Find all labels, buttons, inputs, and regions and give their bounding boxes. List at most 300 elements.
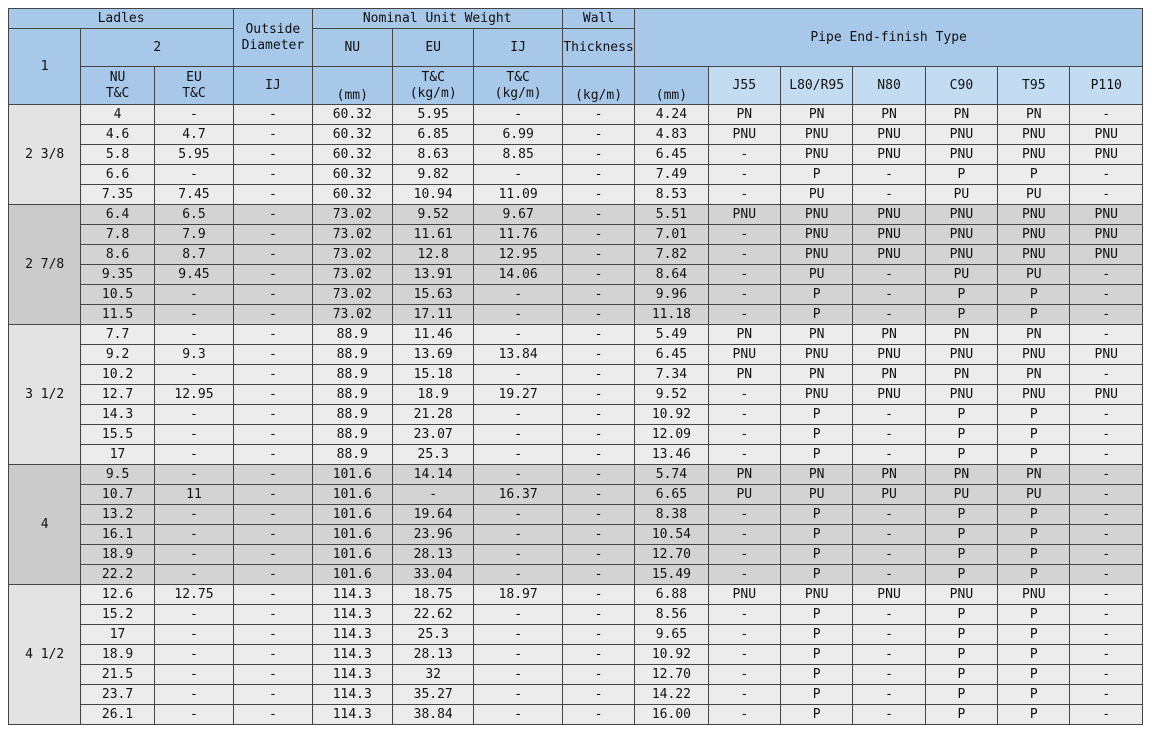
table-cell: - — [1070, 685, 1143, 705]
table-cell: 9.65 — [635, 625, 708, 645]
table-cell: - — [853, 445, 925, 465]
table-cell: 12.75 — [154, 585, 233, 605]
table-cell: 5.8 — [81, 145, 154, 165]
table-cell: PNU — [780, 245, 852, 265]
table-cell: PNU — [780, 145, 852, 165]
table-cell: 114.3 — [312, 665, 392, 685]
tubing-spec-table — [8, 8, 1143, 725]
table-cell: P — [925, 425, 997, 445]
header-eu-unit: T&C (kg/m) — [474, 67, 562, 105]
table-cell: - — [853, 645, 925, 665]
table-cell: 73.02 — [312, 205, 392, 225]
table-cell: 9.5 — [81, 465, 154, 485]
table-cell: 12.8 — [392, 245, 473, 265]
table-cell: 23.7 — [81, 685, 154, 705]
table-cell: - — [474, 445, 562, 465]
table-cell: PNU — [853, 585, 925, 605]
table-cell: - — [853, 565, 925, 585]
table-cell: PU — [998, 265, 1070, 285]
table-cell: - — [708, 425, 780, 445]
table-row — [9, 685, 1143, 705]
table-cell: PNU — [1070, 385, 1143, 405]
table-cell: - — [474, 665, 562, 685]
table-cell: - — [562, 305, 634, 325]
table-cell: PNU — [780, 585, 852, 605]
table-cell: - — [154, 165, 233, 185]
table-cell: P — [925, 705, 997, 725]
table-cell: 4.24 — [635, 105, 708, 125]
table-cell: - — [474, 105, 562, 125]
table-row — [9, 425, 1143, 445]
table-cell: 9.82 — [392, 165, 473, 185]
table-cell: P — [925, 685, 997, 705]
table-cell: - — [853, 505, 925, 525]
table-cell: PU — [780, 485, 852, 505]
table-cell: - — [1070, 565, 1143, 585]
table-cell: P — [998, 625, 1070, 645]
table-cell: - — [853, 265, 925, 285]
table-cell: - — [562, 105, 634, 125]
table-cell: 14.22 — [635, 685, 708, 705]
table-cell: - — [708, 245, 780, 265]
table-cell: - — [474, 625, 562, 645]
table-cell: - — [1070, 405, 1143, 425]
table-cell: - — [708, 625, 780, 645]
table-cell: - — [562, 605, 634, 625]
table-cell: - — [1070, 485, 1143, 505]
table-cell: 8.7 — [154, 245, 233, 265]
table-cell: - — [562, 425, 634, 445]
table-row — [9, 305, 1143, 325]
table-row — [9, 405, 1143, 425]
table-cell: - — [562, 505, 634, 525]
table-cell: 8.63 — [392, 145, 473, 165]
table-cell: P — [998, 285, 1070, 305]
table-cell: - — [708, 525, 780, 545]
table-cell: - — [708, 165, 780, 185]
table-cell: PNU — [708, 585, 780, 605]
table-cell: - — [234, 465, 312, 485]
table-cell: 11.76 — [474, 225, 562, 245]
table-cell: 12.95 — [154, 385, 233, 405]
table-cell: 114.3 — [312, 645, 392, 665]
table-cell: PN — [998, 365, 1070, 385]
table-cell: PNU — [780, 125, 852, 145]
table-cell: PNU — [998, 385, 1070, 405]
table-cell: PNU — [925, 385, 997, 405]
table-row — [9, 445, 1143, 465]
table-cell: - — [154, 425, 233, 445]
table-cell: - — [474, 685, 562, 705]
table-cell: P — [780, 605, 852, 625]
table-cell: P — [780, 625, 852, 645]
table-cell: PNU — [708, 125, 780, 145]
header-nu: NU — [312, 29, 392, 67]
table-cell: - — [154, 525, 233, 545]
table-cell: - — [708, 265, 780, 285]
table-cell: - — [708, 145, 780, 165]
table-cell: - — [562, 565, 634, 585]
table-cell: PU — [925, 265, 997, 285]
table-cell: - — [1070, 445, 1143, 465]
header-eu-tc: EU T&C — [154, 67, 233, 105]
table-cell: - — [234, 445, 312, 465]
table-cell: - — [234, 385, 312, 405]
table-cell: - — [562, 145, 634, 165]
table-cell: - — [234, 585, 312, 605]
table-cell: - — [708, 225, 780, 245]
table-cell: 60.32 — [312, 145, 392, 165]
table-cell: - — [562, 665, 634, 685]
table-cell: - — [234, 705, 312, 725]
table-cell: - — [562, 545, 634, 565]
table-cell: P — [780, 525, 852, 545]
table-cell: P — [925, 625, 997, 645]
table-cell: 16.1 — [81, 525, 154, 545]
header-grade-p110: P110 — [1070, 67, 1143, 105]
table-cell: - — [708, 665, 780, 685]
table-cell: - — [474, 365, 562, 385]
table-cell: - — [234, 325, 312, 345]
header-wall: Wall — [562, 9, 634, 29]
table-cell: PNU — [780, 345, 852, 365]
header-od-unit: (mm) — [312, 67, 392, 105]
table-cell: - — [474, 465, 562, 485]
table-cell: - — [562, 325, 634, 345]
table-cell: PN — [780, 325, 852, 345]
table-cell: PNU — [708, 205, 780, 225]
table-cell: P — [780, 165, 852, 185]
header-nu-unit: T&C (kg/m) — [392, 67, 473, 105]
table-cell: 7.35 — [81, 185, 154, 205]
table-cell: - — [1070, 105, 1143, 125]
table-cell: - — [234, 145, 312, 165]
table-cell: 17.11 — [392, 305, 473, 325]
table-cell: 16.37 — [474, 485, 562, 505]
table-cell: P — [998, 645, 1070, 665]
table-cell: P — [925, 445, 997, 465]
table-cell: - — [234, 125, 312, 145]
table-cell: P — [780, 285, 852, 305]
table-cell: 14.3 — [81, 405, 154, 425]
table-cell: 7.01 — [635, 225, 708, 245]
table-cell: P — [925, 165, 997, 185]
table-cell: P — [780, 445, 852, 465]
table-cell: P — [998, 165, 1070, 185]
table-cell: PU — [925, 185, 997, 205]
table-cell: PN — [708, 365, 780, 385]
table-cell: - — [234, 185, 312, 205]
table-cell: 10.92 — [635, 405, 708, 425]
table-cell: - — [1070, 605, 1143, 625]
table-cell: 10.7 — [81, 485, 154, 505]
table-row — [9, 645, 1143, 665]
table-cell: PNU — [708, 345, 780, 365]
table-cell: 12.7 — [81, 385, 154, 405]
table-cell: PNU — [1070, 225, 1143, 245]
table-cell: 114.3 — [312, 705, 392, 725]
table-cell: 15.5 — [81, 425, 154, 445]
table-cell: - — [562, 385, 634, 405]
table-cell: 11 — [154, 485, 233, 505]
table-cell: PNU — [780, 205, 852, 225]
table-row — [9, 225, 1143, 245]
table-cell: 4.7 — [154, 125, 233, 145]
table-cell: 88.9 — [312, 325, 392, 345]
table-cell: 7.8 — [81, 225, 154, 245]
table-cell: PNU — [853, 225, 925, 245]
table-cell: 101.6 — [312, 485, 392, 505]
table-cell: 15.49 — [635, 565, 708, 585]
table-cell: PU — [708, 485, 780, 505]
table-cell: 5.49 — [635, 325, 708, 345]
table-cell: 15.63 — [392, 285, 473, 305]
header-ij-unit: (kg/m) — [562, 67, 634, 105]
table-cell: - — [562, 405, 634, 425]
table-cell: 28.13 — [392, 645, 473, 665]
table-cell: P — [998, 605, 1070, 625]
table-cell: - — [853, 165, 925, 185]
table-cell: - — [1070, 705, 1143, 725]
table-cell: - — [562, 585, 634, 605]
table-cell: - — [154, 665, 233, 685]
table-cell: 33.04 — [392, 565, 473, 585]
table-cell: PN — [708, 465, 780, 485]
table-cell: - — [1070, 645, 1143, 665]
table-cell: - — [474, 325, 562, 345]
table-cell: P — [998, 505, 1070, 525]
table-cell: PNU — [925, 205, 997, 225]
table-cell: 11.5 — [81, 305, 154, 325]
table-cell: 15.2 — [81, 605, 154, 625]
table-cell: - — [853, 425, 925, 445]
table-row — [9, 665, 1143, 685]
table-cell: 9.67 — [474, 205, 562, 225]
table-cell: PNU — [853, 125, 925, 145]
table-cell: PNU — [925, 345, 997, 365]
table-cell: - — [234, 105, 312, 125]
table-cell: 22.2 — [81, 565, 154, 585]
table-cell: P — [780, 425, 852, 445]
table-cell: 7.7 — [81, 325, 154, 345]
table-cell: - — [234, 525, 312, 545]
table-cell: PN — [998, 465, 1070, 485]
table-cell: - — [234, 545, 312, 565]
table-cell: P — [780, 705, 852, 725]
table-cell: - — [562, 625, 634, 645]
table-cell: - — [154, 285, 233, 305]
table-cell: PNU — [925, 245, 997, 265]
table-cell: - — [1070, 585, 1143, 605]
table-cell: 38.84 — [392, 705, 473, 725]
table-cell: 26.1 — [81, 705, 154, 725]
table-cell: 10.2 — [81, 365, 154, 385]
header-grade-l80-r95: L80/R95 — [780, 67, 852, 105]
table-cell: - — [234, 565, 312, 585]
table-body — [9, 105, 1143, 725]
header-outside-diameter: Outside Diameter — [234, 9, 312, 67]
table-cell: 73.02 — [312, 285, 392, 305]
table-cell: - — [234, 685, 312, 705]
table-cell: 12.09 — [635, 425, 708, 445]
table-cell: - — [234, 285, 312, 305]
header-grade-n80: N80 — [853, 67, 925, 105]
table-cell: - — [853, 525, 925, 545]
table-row — [9, 185, 1143, 205]
table-cell: - — [853, 545, 925, 565]
table-cell: - — [234, 265, 312, 285]
table-row — [9, 325, 1143, 345]
table-cell: 9.2 — [81, 345, 154, 365]
table-cell: - — [154, 545, 233, 565]
table-cell: - — [154, 625, 233, 645]
table-cell: - — [853, 185, 925, 205]
header-grade-t95: T95 — [998, 67, 1070, 105]
table-cell: P — [998, 305, 1070, 325]
table-cell: 17 — [81, 625, 154, 645]
table-cell: - — [562, 225, 634, 245]
table-cell: 18.9 — [81, 645, 154, 665]
table-cell: - — [154, 305, 233, 325]
table-cell: 5.74 — [635, 465, 708, 485]
table-cell: 13.46 — [635, 445, 708, 465]
table-cell: - — [234, 245, 312, 265]
table-cell: 101.6 — [312, 565, 392, 585]
table-cell: - — [234, 625, 312, 645]
table-cell: PNU — [998, 345, 1070, 365]
table-cell: PN — [853, 365, 925, 385]
table-cell: P — [780, 405, 852, 425]
table-cell: - — [708, 545, 780, 565]
table-cell: PN — [780, 465, 852, 485]
table-cell: 73.02 — [312, 305, 392, 325]
table-cell: PNU — [780, 225, 852, 245]
table-cell: PNU — [853, 385, 925, 405]
table-cell: 6.85 — [392, 125, 473, 145]
table-cell: - — [708, 305, 780, 325]
table-cell: 7.34 — [635, 365, 708, 385]
table-cell: PN — [853, 465, 925, 485]
table-row — [9, 205, 1143, 225]
table-cell: - — [708, 185, 780, 205]
table-cell: PN — [780, 365, 852, 385]
table-cell: PNU — [853, 205, 925, 225]
table-cell: P — [925, 285, 997, 305]
table-cell: - — [154, 365, 233, 385]
header-nu-tc: NU T&C — [81, 67, 154, 105]
table-cell: 9.52 — [635, 385, 708, 405]
table-cell: - — [708, 565, 780, 585]
table-cell: PNU — [925, 125, 997, 145]
table-cell: P — [925, 525, 997, 545]
table-row — [9, 605, 1143, 625]
table-row — [9, 285, 1143, 305]
table-cell: - — [474, 425, 562, 445]
table-cell: 8.53 — [635, 185, 708, 205]
table-cell: 88.9 — [312, 345, 392, 365]
table-cell: P — [925, 665, 997, 685]
table-row — [9, 485, 1143, 505]
size-label: 2 3/8 — [9, 105, 81, 205]
table-cell: - — [474, 605, 562, 625]
table-cell: P — [998, 525, 1070, 545]
table-cell: - — [1070, 185, 1143, 205]
table-cell: PN — [708, 325, 780, 345]
table-cell: P — [780, 665, 852, 685]
table-cell: 4 — [81, 105, 154, 125]
table-cell: PU — [998, 485, 1070, 505]
table-row — [9, 165, 1143, 185]
table-cell: 23.96 — [392, 525, 473, 545]
table-cell: P — [998, 665, 1070, 685]
table-row — [9, 105, 1143, 125]
table-cell: 6.5 — [154, 205, 233, 225]
table-cell: - — [234, 205, 312, 225]
table-cell: 6.45 — [635, 145, 708, 165]
table-cell: 114.3 — [312, 605, 392, 625]
table-cell: P — [998, 445, 1070, 465]
table-cell: - — [562, 445, 634, 465]
table-row — [9, 565, 1143, 585]
table-cell: - — [234, 405, 312, 425]
table-cell: P — [998, 685, 1070, 705]
table-cell: 23.07 — [392, 425, 473, 445]
table-row — [9, 585, 1143, 605]
table-cell: PU — [780, 265, 852, 285]
table-cell: 10.54 — [635, 525, 708, 545]
table-cell: 9.96 — [635, 285, 708, 305]
table-cell: 8.85 — [474, 145, 562, 165]
table-cell: 4.83 — [635, 125, 708, 145]
table-cell: - — [234, 225, 312, 245]
table-cell: 17 — [81, 445, 154, 465]
table-cell: P — [925, 505, 997, 525]
size-label: 2 7/8 — [9, 205, 81, 325]
table-cell: PN — [708, 105, 780, 125]
table-cell: 18.97 — [474, 585, 562, 605]
header-grade-c90: C90 — [925, 67, 997, 105]
table-cell: 73.02 — [312, 245, 392, 265]
table-cell: - — [562, 285, 634, 305]
table-cell: - — [474, 525, 562, 545]
table-cell: - — [1070, 285, 1143, 305]
table-cell: 8.64 — [635, 265, 708, 285]
table-cell: PNU — [998, 205, 1070, 225]
table-cell: 114.3 — [312, 585, 392, 605]
table-cell: 8.6 — [81, 245, 154, 265]
table-cell: 13.91 — [392, 265, 473, 285]
table-cell: PNU — [925, 225, 997, 245]
header-grade-j55: J55 — [708, 67, 780, 105]
table-cell: - — [234, 345, 312, 365]
table-cell: 19.64 — [392, 505, 473, 525]
table-cell: 8.56 — [635, 605, 708, 625]
table-row — [9, 245, 1143, 265]
table-cell: - — [154, 105, 233, 125]
table-row — [9, 705, 1143, 725]
table-row — [9, 625, 1143, 645]
table-cell: - — [154, 565, 233, 585]
table-cell: 13.84 — [474, 345, 562, 365]
table-row — [9, 385, 1143, 405]
table-cell: 88.9 — [312, 445, 392, 465]
table-cell: - — [562, 165, 634, 185]
table-cell: - — [392, 485, 473, 505]
table-cell: - — [1070, 465, 1143, 485]
table-cell: - — [154, 325, 233, 345]
table-cell: - — [1070, 305, 1143, 325]
header-ij: IJ — [234, 67, 312, 105]
